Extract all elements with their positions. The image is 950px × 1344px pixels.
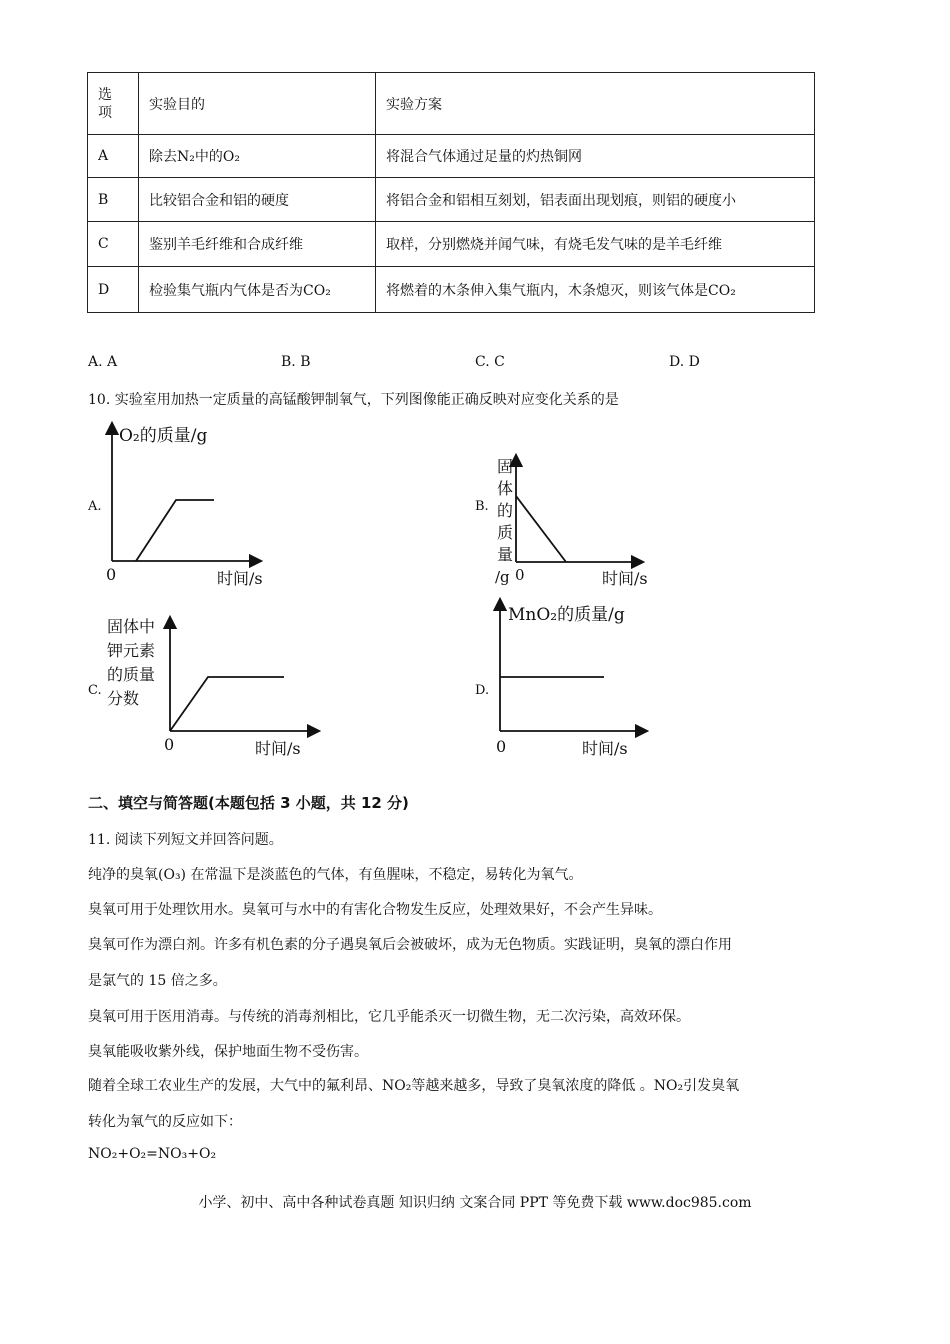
- graph-b-curve: [516, 496, 566, 562]
- graph-a-origin: 0: [106, 565, 117, 584]
- row-option: A: [88, 135, 139, 178]
- graph-b-ylabel-2: 体: [497, 479, 514, 498]
- graph-a: [106, 426, 263, 588]
- graph-d-label: D.: [475, 683, 490, 698]
- row-plan: 将铝合金和铝相互刻划，铝表面出现划痕，则铝的硬度小: [376, 178, 815, 222]
- row-plan: 将燃着的木条伸入集气瓶内，木条熄灭，则该气体是CO₂: [376, 267, 815, 313]
- row-aim: 除去N₂中的O₂: [139, 135, 376, 178]
- page-footer: 小学、初中、高中各种试卷真题 知识归纳 文案合同 PPT 等免费下载 www.doc985.com: [198, 1195, 752, 1211]
- graph-c-ylabel-2: 钾元素: [107, 641, 156, 660]
- graph-b-xlabel: 时间/s: [602, 569, 648, 588]
- q11-paragraph: 臭氧可作为漂白剂。许多有机色素的分子遇臭氧后会被破坏，成为无色物质。实践证明，臭氧的漂白作用: [88, 937, 732, 953]
- graph-d-ylabel: MnO₂的质量/g: [508, 605, 625, 625]
- graph-a-curve: [136, 500, 214, 561]
- graph-a-ylabel: O₂的质量/g: [119, 426, 208, 446]
- row-aim: 鉴别羊毛纤维和合成纤维: [139, 222, 376, 267]
- graph-d-origin: 0: [496, 737, 507, 756]
- graph-b-ylabel-1: 固: [497, 457, 514, 476]
- graph-c: [107, 617, 314, 758]
- graph-b-ylabel-4: 质: [497, 523, 514, 542]
- graph-c-ylabel-1: 固体中: [107, 617, 156, 636]
- q11-paragraph: 臭氧能吸收紫外线，保护地面生物不受伤害。: [88, 1044, 368, 1060]
- graph-b-ylabel-6: /g: [495, 568, 510, 586]
- graph-d: [496, 604, 642, 758]
- option-a: A. A: [88, 354, 118, 370]
- q11-stem: 11. 阅读下列短文并回答问题。: [88, 832, 283, 848]
- graph-a-label: A.: [88, 499, 102, 514]
- graph-c-label: C.: [88, 683, 102, 698]
- q11-paragraph: 臭氧可用于医用消毒。与传统的消毒剂相比，它几乎能杀灭一切微生物，无二次污染，高效环保。: [88, 1009, 690, 1025]
- graph-a-xlabel: 时间/s: [217, 569, 263, 588]
- graph-b: [495, 457, 648, 588]
- option-d: D. D: [669, 354, 700, 370]
- header-plan: 实验方案: [376, 73, 815, 135]
- header-option: 选 项: [88, 73, 139, 135]
- q11-equation: NO₂+O₂=NO₃+O₂: [88, 1146, 217, 1162]
- section-2-title: 二、填空与简答题(本题包括 3 小题，共 12 分): [88, 794, 409, 812]
- row-option: C: [88, 222, 139, 267]
- graph-b-ylabel-5: 量: [497, 545, 514, 564]
- option-b: B. B: [281, 354, 311, 370]
- graph-c-ylabel-4: 分数: [107, 689, 140, 708]
- q11-paragraph: 随着全球工农业生产的发展，大气中的氟利昂、NO₂等越来越多，导致了臭氧浓度的降低 。NO₂引发臭氧: [88, 1078, 740, 1094]
- row-option: D: [88, 267, 139, 313]
- row-plan: 将混合气体通过足量的灼热铜网: [376, 135, 815, 178]
- graph-b-label: B.: [475, 499, 489, 514]
- graph-c-curve: [170, 677, 284, 731]
- q11-paragraph: 纯净的臭氧(O₃) 在常温下是淡蓝色的气体，有鱼腥味，不稳定，易转化为氧气。: [88, 867, 583, 883]
- graph-b-origin: 0: [515, 566, 525, 584]
- row-option: B: [88, 178, 139, 222]
- header-aim: 实验目的: [139, 73, 376, 135]
- q11-paragraph: 臭氧可用于处理饮用水。臭氧可与水中的有害化合物发生反应，处理效果好，不会产生异味。: [88, 902, 662, 918]
- graph-c-ylabel-3: 的质量: [107, 665, 156, 684]
- option-c: C. C: [475, 354, 505, 370]
- q11-paragraph: 转化为氧气的反应如下：: [88, 1114, 242, 1130]
- graph-d-xlabel: 时间/s: [582, 739, 628, 758]
- q11-paragraph: 是氯气的 15 倍之多。: [88, 973, 227, 989]
- row-aim: 比较铝合金和铝的硬度: [139, 178, 376, 222]
- row-aim: 检验集气瓶内气体是否为CO₂: [139, 267, 376, 313]
- graph-c-origin: 0: [164, 735, 175, 754]
- graph-c-xlabel: 时间/s: [255, 739, 301, 758]
- graph-b-ylabel-3: 的: [497, 501, 514, 520]
- q10-stem: 10. 实验室用加热一定质量的高锰酸钾制氧气，下列图像能正确反映对应变化关系的是: [88, 392, 619, 408]
- row-plan: 取样，分别燃烧并闻气味，有烧毛发气味的是羊毛纤维: [376, 222, 815, 267]
